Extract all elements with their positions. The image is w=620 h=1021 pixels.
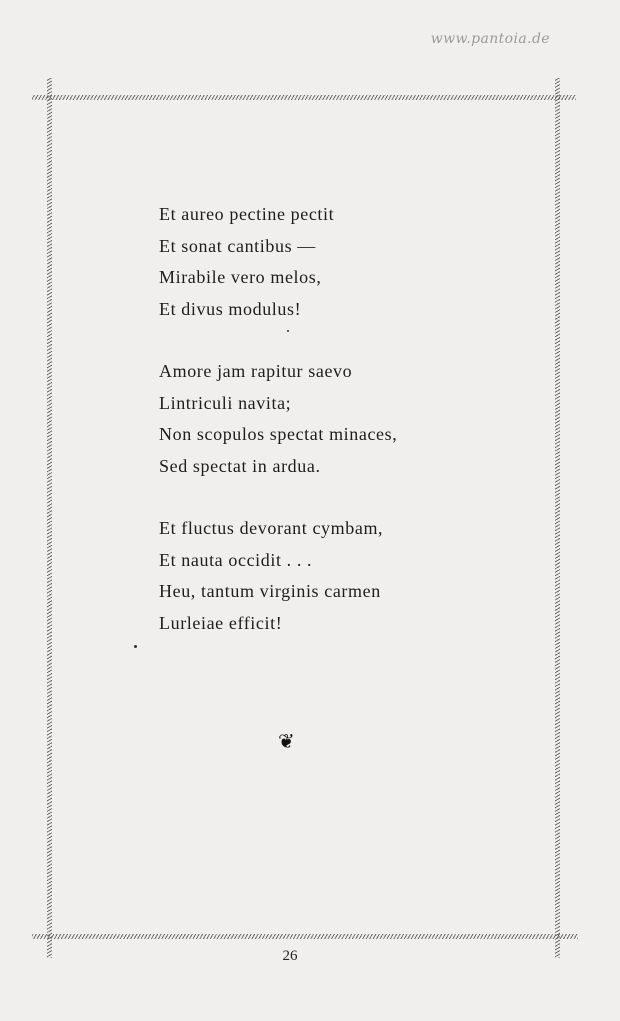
poem-line: Et nauta occidit . . . — [159, 549, 313, 570]
fleuron-icon: ❦ — [278, 731, 295, 753]
poem-line: Et fluctus devorant cymbam, — [159, 518, 384, 538]
page-number: 26 — [282, 948, 298, 964]
frame-bottom-rule — [32, 934, 578, 939]
poem-line: Et sonat cantibus — — [159, 235, 316, 256]
paper-speck — [134, 645, 137, 648]
poem-line: Et aureo pectine pectit — [159, 204, 335, 224]
poem-line: Heu, tantum virginis carmen — [159, 581, 381, 601]
poem-line: Sed spectat in ardua. — [159, 455, 321, 476]
frame-right-rule — [555, 78, 560, 958]
poem-line: Mirabile vero melos, — [159, 267, 322, 287]
watermark-url: www.pantoia.de — [430, 31, 550, 47]
poem-line: Lintriculi navita; — [159, 392, 292, 413]
poem-line: Lurleiae efficit! — [159, 612, 283, 633]
poem-line: Amore jam rapitur saevo — [159, 361, 353, 381]
frame-left-rule — [47, 78, 52, 958]
stanza-3 — [159, 513, 519, 639]
poem-body — [159, 199, 519, 670]
frame-top-rule — [32, 95, 576, 100]
poem-line: Non scopulos spectat minaces, — [159, 424, 398, 444]
paper-speck — [287, 330, 289, 332]
poem-line: Et divus modulus! — [159, 298, 302, 319]
stanza-2 — [159, 356, 519, 482]
stanza-1 — [159, 199, 519, 325]
